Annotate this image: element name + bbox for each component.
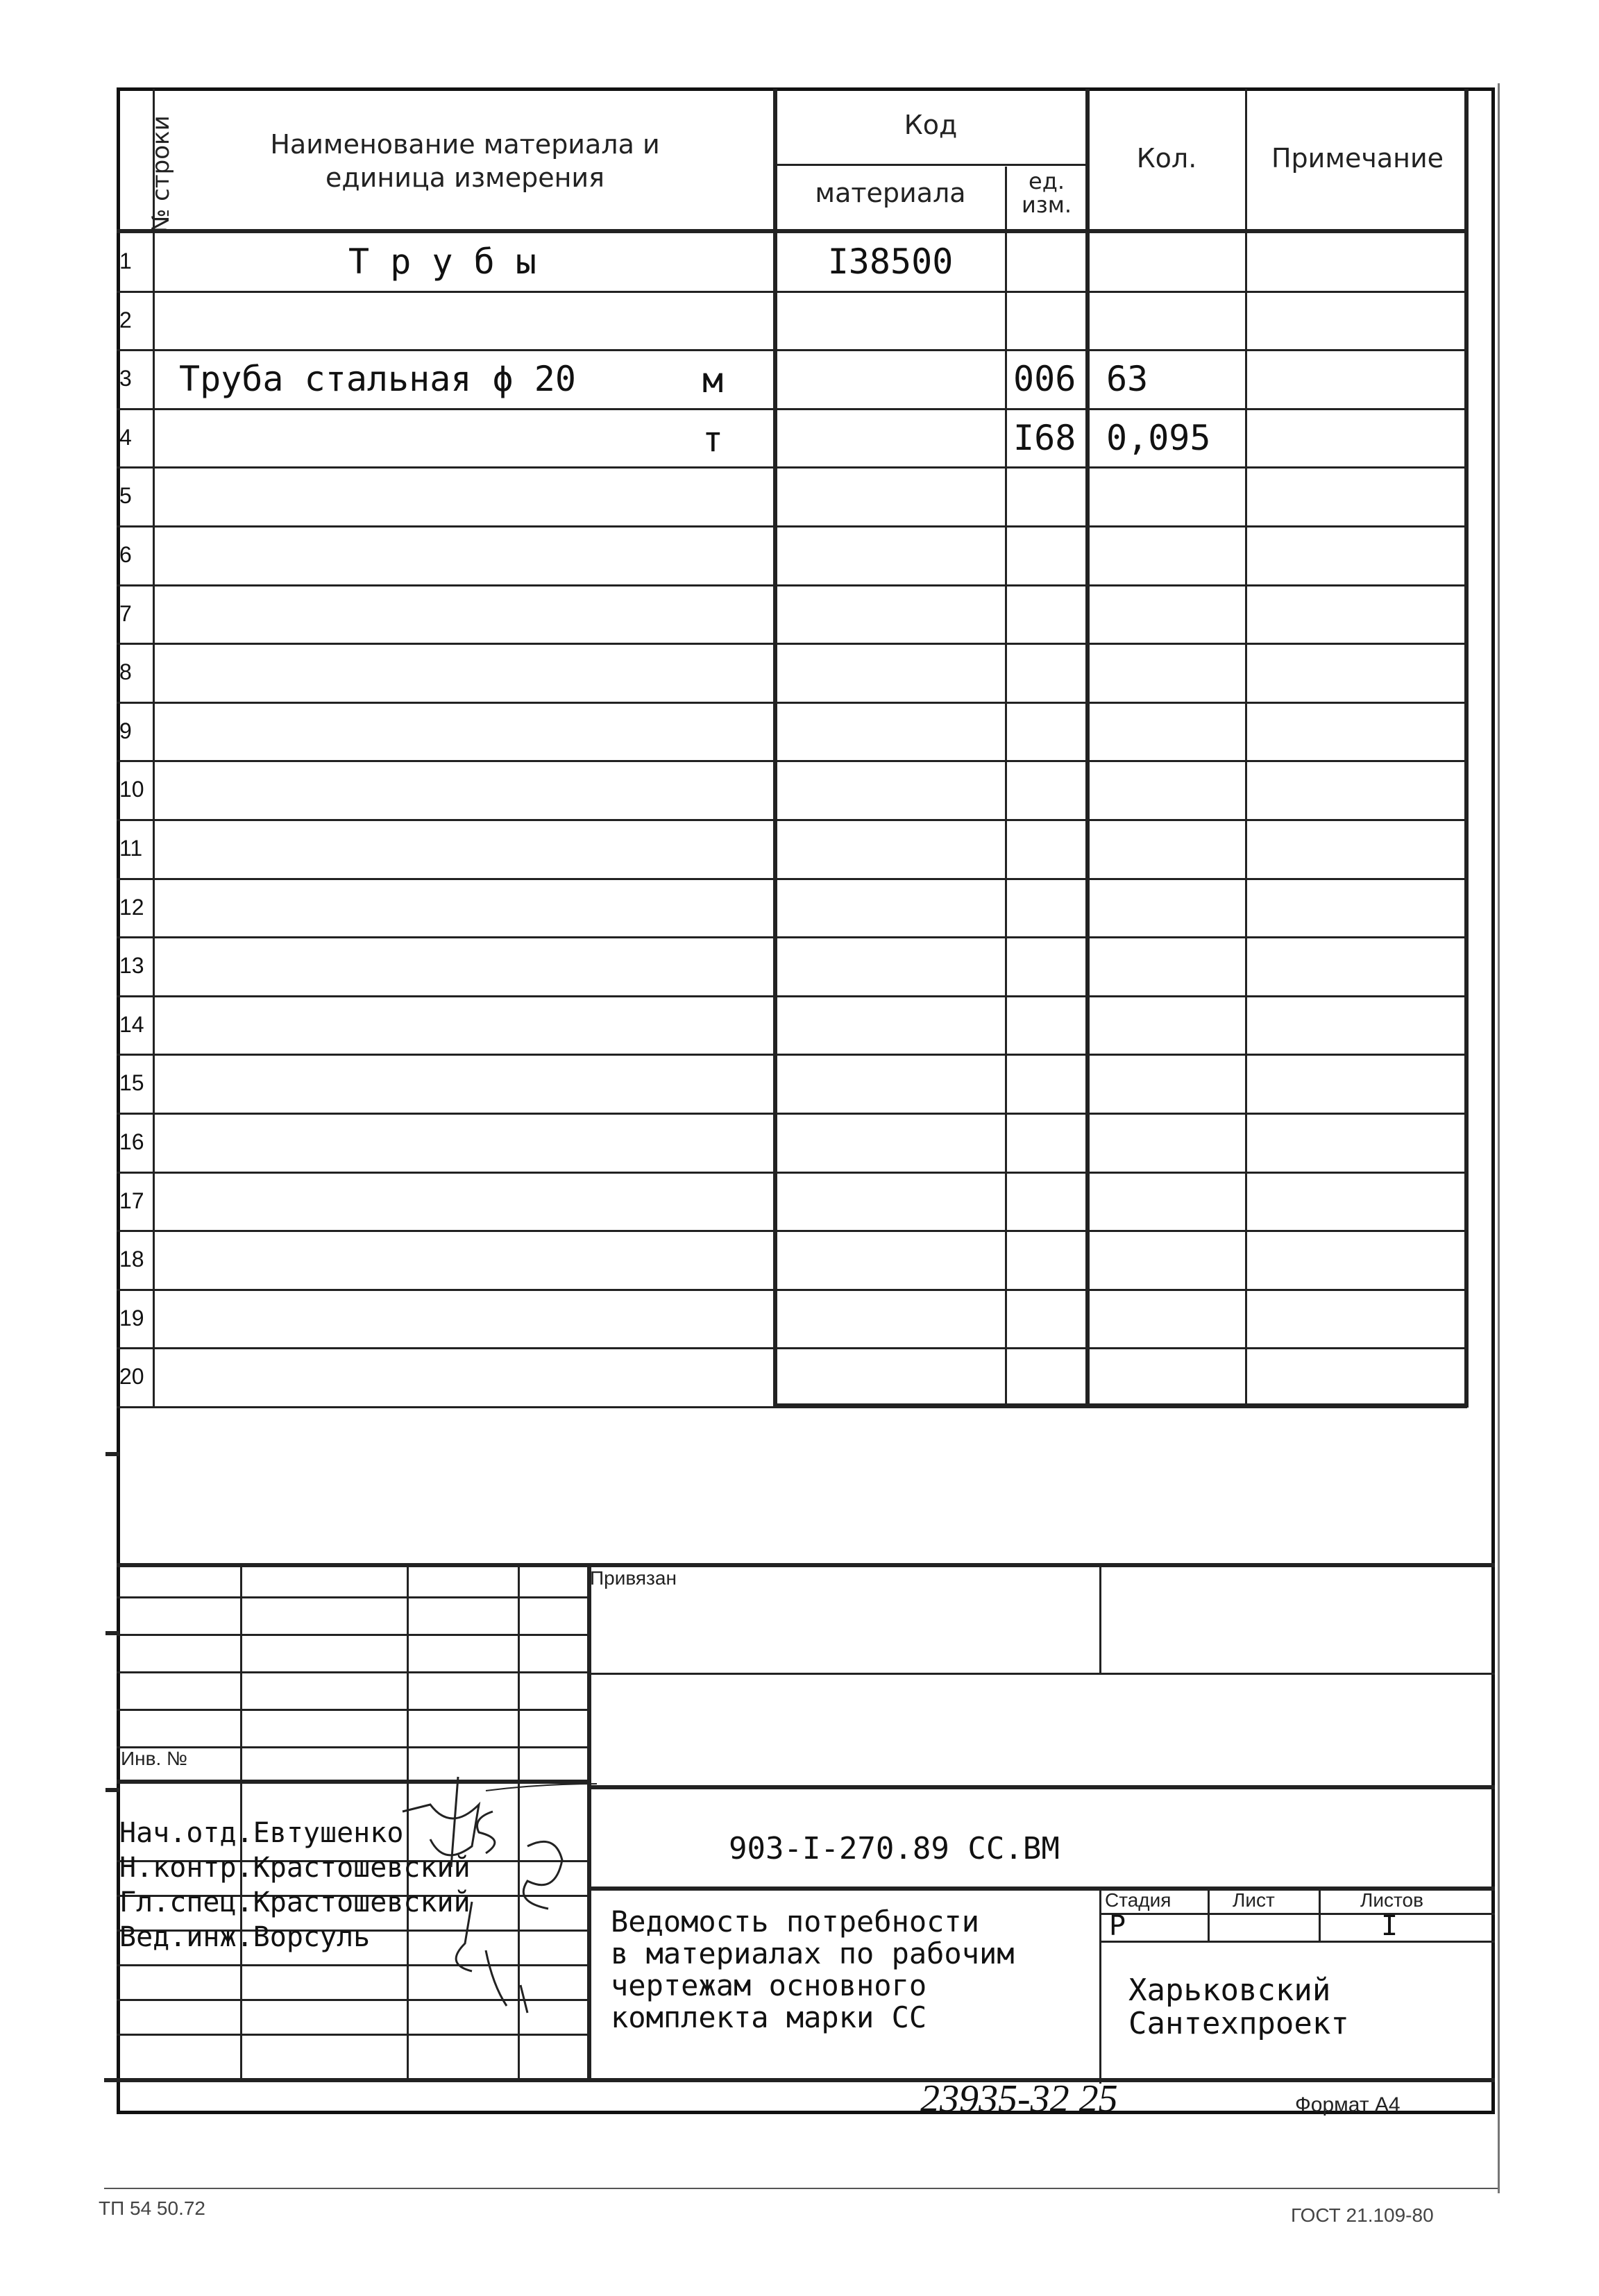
footer-number: 23935-32 25 bbox=[920, 2077, 1118, 2120]
header-unit-1: ед. bbox=[1029, 168, 1065, 194]
row-divider bbox=[117, 1172, 1467, 1174]
doc-title-line1: Ведомость потребности bbox=[611, 1905, 980, 1939]
stamp-col bbox=[1208, 1888, 1210, 1942]
row-number: 19 bbox=[119, 1305, 144, 1331]
footer-gost: ГОСТ 21.109-80 bbox=[1291, 2204, 1434, 2226]
margin-tick bbox=[105, 1788, 119, 1792]
row-divider bbox=[117, 1289, 1467, 1291]
header-subline bbox=[773, 164, 1087, 166]
sheet-edge-line bbox=[1498, 83, 1500, 2193]
col-divider bbox=[1245, 89, 1247, 1408]
signer-4: Вед.инж.Ворсуль bbox=[119, 1921, 371, 1953]
sheets-label: Листов bbox=[1360, 1889, 1423, 1911]
row-divider bbox=[117, 1054, 1467, 1056]
signer-2: Н.контр.Крастошевский bbox=[119, 1852, 471, 1884]
signature-scribbles bbox=[389, 1763, 625, 2041]
stamp-col bbox=[1319, 1888, 1321, 1942]
stamp-row bbox=[117, 1596, 589, 1598]
row-number: 15 bbox=[119, 1070, 144, 1096]
row-divider bbox=[117, 466, 1467, 469]
material-name: Т р у б ы bbox=[348, 242, 536, 282]
margin-tick bbox=[105, 1631, 119, 1635]
row-number: 14 bbox=[119, 1011, 144, 1037]
col-divider bbox=[153, 89, 155, 1408]
inv-no-label: Инв. № bbox=[121, 1748, 188, 1769]
sheet-label: Лист bbox=[1233, 1889, 1275, 1911]
footer-left-code: ТП 54 50.72 bbox=[99, 2197, 205, 2219]
doc-title-line2: в материалах по рабочим bbox=[611, 1936, 1015, 1970]
row-divider bbox=[117, 1347, 1467, 1349]
row-divider bbox=[117, 1230, 1467, 1232]
material-unit: м bbox=[702, 360, 724, 401]
material-unit: т bbox=[702, 419, 724, 459]
quantity-value: 0,095 bbox=[1106, 417, 1211, 458]
stamp-row bbox=[117, 1709, 589, 1711]
row-divider bbox=[117, 819, 1467, 821]
col-divider bbox=[1464, 89, 1469, 1408]
row-divider bbox=[117, 1113, 1467, 1115]
unit-code: 006 bbox=[1013, 359, 1076, 400]
stamp-col bbox=[1099, 1563, 1101, 1673]
stamp-row bbox=[117, 1634, 589, 1636]
col-divider bbox=[1005, 167, 1007, 1408]
stage-value: Р bbox=[1109, 1910, 1126, 1942]
header-note: Примечание bbox=[1271, 143, 1444, 174]
stamp-row bbox=[1099, 1913, 1495, 1915]
org-line1: Харьковский bbox=[1128, 1973, 1331, 2008]
row-number: 5 bbox=[119, 483, 132, 509]
row-divider bbox=[117, 878, 1467, 880]
row-number: 16 bbox=[119, 1129, 144, 1154]
quantity-value: 63 bbox=[1106, 359, 1149, 400]
header-quantity: Кол. bbox=[1136, 143, 1197, 174]
margin-tick bbox=[105, 1452, 119, 1456]
row-divider bbox=[117, 525, 1467, 527]
table-bottom-line bbox=[773, 1403, 1467, 1408]
row-divider bbox=[117, 643, 1467, 645]
row-divider bbox=[117, 408, 1467, 410]
header-code: Код bbox=[904, 110, 958, 140]
row-number: 11 bbox=[119, 836, 143, 861]
row-number: 13 bbox=[119, 953, 144, 979]
row-number: 18 bbox=[119, 1247, 144, 1272]
header-name-line2: единица измерения bbox=[325, 162, 604, 193]
row-number: 6 bbox=[119, 542, 132, 567]
stamp-row bbox=[587, 1673, 1495, 1675]
stamp-row bbox=[117, 1671, 589, 1673]
row-number: 9 bbox=[119, 718, 132, 743]
row-number: 7 bbox=[119, 600, 132, 626]
privyazan-label: Привязан bbox=[590, 1567, 677, 1589]
footer-format: Формат А4 bbox=[1295, 2093, 1401, 2116]
row-divider bbox=[117, 995, 1467, 997]
material-code: I38500 bbox=[827, 242, 954, 282]
row-number: 2 bbox=[119, 307, 132, 332]
row-divider bbox=[117, 936, 1467, 938]
col-divider bbox=[773, 89, 777, 1408]
header-code-material: материала bbox=[815, 178, 966, 208]
header-bottom-line bbox=[117, 229, 1467, 233]
signer-1: Нач.отд.Евтушенко bbox=[119, 1817, 404, 1849]
stamp-col bbox=[1099, 1888, 1101, 2084]
stamp-row bbox=[587, 1785, 1495, 1789]
org-line2: Сантехпроект bbox=[1128, 2006, 1349, 2041]
stamp-top-line bbox=[117, 1563, 1495, 1567]
row-number: 12 bbox=[119, 894, 144, 920]
row-divider bbox=[117, 584, 1467, 586]
row-divider bbox=[117, 291, 1467, 293]
document-code: 903-I-270.89 СС.ВМ bbox=[729, 1831, 1060, 1866]
col-divider bbox=[1085, 89, 1090, 1408]
header-row-no: № строки bbox=[147, 115, 175, 233]
row-divider bbox=[117, 349, 1467, 351]
stamp-row bbox=[587, 1886, 1495, 1891]
row-number: 10 bbox=[119, 777, 144, 802]
row-number: 17 bbox=[119, 1188, 144, 1213]
row-divider bbox=[117, 760, 1467, 762]
header-unit-2: изм. bbox=[1021, 192, 1072, 218]
row-number: 3 bbox=[119, 366, 132, 391]
row-number: 20 bbox=[119, 1364, 144, 1390]
table-bottom-line-left bbox=[117, 1406, 775, 1408]
footer-line bbox=[104, 2188, 1498, 2189]
row-number: 8 bbox=[119, 659, 132, 685]
sheets-value: I bbox=[1381, 1910, 1398, 1942]
doc-title-line3: чертежам основного bbox=[611, 1968, 927, 2002]
material-name: Труба стальная ϕ 20 bbox=[179, 359, 576, 400]
stamp-bottom-line bbox=[104, 2078, 1495, 2082]
stage-label: Стадия bbox=[1105, 1889, 1171, 1911]
signer-3: Гл.спец.Крастошевский bbox=[119, 1886, 471, 1918]
stamp-row bbox=[1099, 1941, 1495, 1943]
unit-code: I68 bbox=[1013, 417, 1076, 458]
doc-title-line4: комплекта марки СС bbox=[611, 2000, 927, 2034]
row-number: 4 bbox=[119, 424, 132, 450]
row-number: 1 bbox=[119, 248, 132, 273]
header-name-line1: Наименование материала и bbox=[270, 129, 660, 160]
row-divider bbox=[117, 702, 1467, 704]
